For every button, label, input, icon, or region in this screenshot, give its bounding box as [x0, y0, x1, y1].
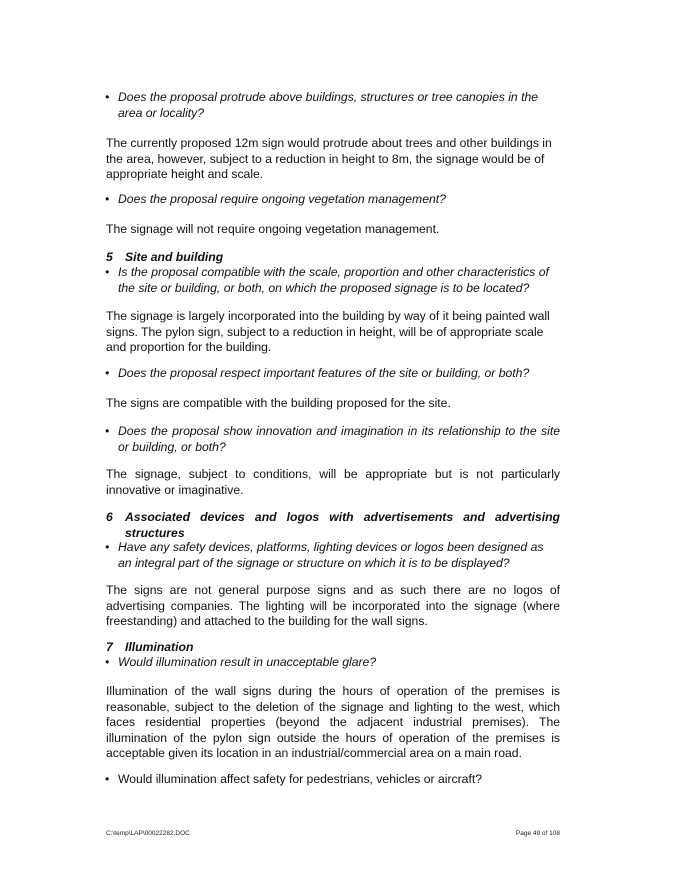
section-title: Site and building: [125, 250, 224, 264]
section-title: Illumination: [125, 640, 194, 654]
bullet: •: [105, 192, 110, 206]
question-innovation: [106, 424, 560, 455]
paragraph-protrusion-answer: The currently proposed 12m sign would protrude about trees and other buildings in the area, however, subject to a reduction in height to 8m, the signage would be of appropriate height and scale.: [106, 136, 552, 181]
question-text: Would illumination result in unacceptable glare?: [118, 655, 377, 669]
bullet: •: [105, 772, 110, 786]
section-heading-7: [106, 640, 560, 656]
question-protrusion: [106, 90, 560, 121]
paragraph-vegetation-answer: The signage will not require ongoing vegetation management.: [106, 222, 440, 236]
bullet: •: [105, 90, 110, 104]
question-text: Does the proposal require ongoing vegetation management?: [118, 192, 446, 206]
question-vegetation: [106, 192, 560, 208]
bullet: •: [105, 655, 110, 669]
bullet: •: [105, 540, 110, 554]
footer-file-path: C:\temp\LAP\00022282.DOC: [106, 830, 190, 837]
paragraph-devices-answer: The signs are not general purpose signs and as such there are no logos of advertising companies. The lighting will be incorporated into the signage (where freestanding) and attached to the building for the wall signs.: [106, 583, 560, 628]
section-number: 5: [106, 250, 113, 264]
section-heading-5: [106, 250, 560, 266]
paragraph-features-answer: The signs are compatible with the building proposed for the site.: [106, 396, 451, 410]
bullet: •: [105, 366, 110, 380]
section-number: 7: [106, 640, 113, 654]
section-title: Associated devices and logos with advertisements and advertising structures: [125, 510, 560, 540]
paragraph-innovation-answer: The signage, subject to conditions, will be appropriate but is not particularly innovative or imaginative.: [106, 467, 560, 497]
question-text: Does the proposal show innovation and imagination in its relationship to the site or building, or both?: [118, 424, 560, 454]
section-heading-6: [106, 510, 560, 541]
question-safety: [106, 772, 560, 788]
question-text: Does the proposal respect important features of the site or building, or both?: [118, 366, 530, 380]
question-text: Is the proposal compatible with the scale, proportion and other characteristics of the site or building, or both, on which the proposed signage is to be located?: [118, 265, 549, 295]
question-glare: [106, 655, 560, 671]
section-number: 6: [106, 510, 113, 524]
question-features: [106, 366, 560, 382]
question-devices: [106, 540, 560, 571]
bullet: •: [105, 265, 110, 279]
paragraph-scale-answer: The signage is largely incorporated into the building by way of it being painted wall signs. The pylon sign, subject to a reduction in height, will be of appropriate scale and proportion for the building.: [106, 309, 550, 354]
question-scale: [106, 265, 560, 296]
footer-page-number: Page 49 of 108: [515, 830, 560, 837]
paragraph-glare-answer: Illumination of the wall signs during the hours of operation of the premises is reasonable, subject to the deletion of the signage and lighting to the west, which faces residential properties (beyond the adjacent industrial premises). The illumination of the pylon sign outside the hours of operation of the premises is acceptable given its location in an industrial/commercial area on a main road.: [106, 684, 560, 760]
bullet: •: [105, 424, 110, 438]
question-text: Would illumination affect safety for pedestrians, vehicles or aircraft?: [118, 772, 482, 786]
question-text: Have any safety devices, platforms, lighting devices or logos been designed as an integral part of the signage or structure on which it is to be displayed?: [118, 540, 544, 570]
question-text: Does the proposal protrude above buildings, structures or tree canopies in the area or locality?: [118, 90, 539, 120]
